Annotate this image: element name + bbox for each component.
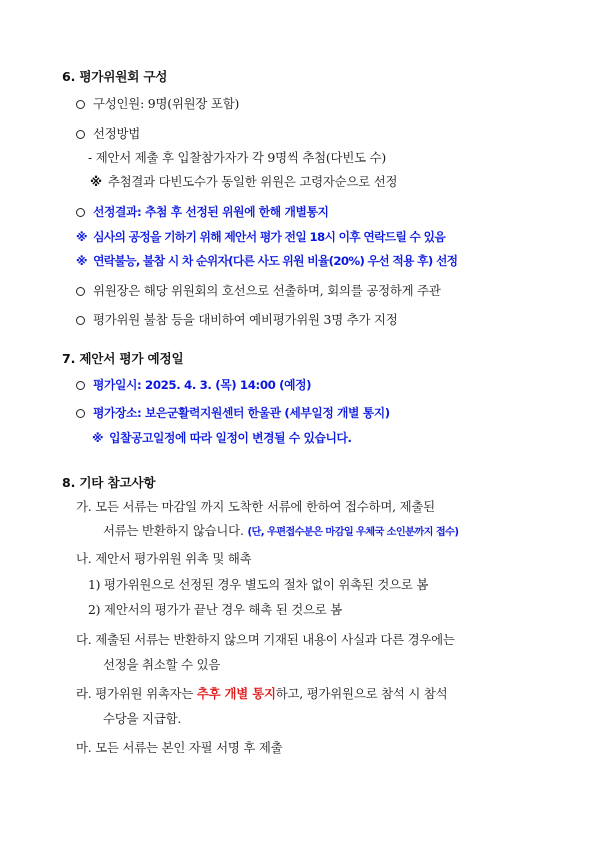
- circle-bullet-icon: [76, 130, 85, 139]
- note-mark-icon: ※: [90, 174, 102, 189]
- method-detail: - 제안서 제출 후 입찰참가자가 각 9명씩 추첨(다빈도 수): [88, 150, 387, 165]
- place-text: 평가장소: 보은군활력지원센터 한울관 (세부일정 개별 통지): [93, 406, 390, 420]
- composition-text: 구성인원: 9명(위원장 포함): [93, 96, 240, 111]
- section-6-title: 6. 평가위원회 구성: [62, 69, 168, 84]
- ga-postal-note: (단, 우편접수분은 마감일 우체국 소인분까지 접수): [247, 527, 459, 538]
- bullet-place: [76, 405, 390, 421]
- note2-text: 연락불능, 불참 시 차 순위자(다른 사도 위원 비율(20%) 우선 적용 후) 선정: [93, 254, 458, 268]
- circle-bullet-icon: [76, 287, 85, 296]
- item-ra-line2: 수당을 지급함.: [103, 711, 182, 726]
- bullet-reserve: [76, 312, 398, 328]
- bullet-datetime: [76, 377, 311, 393]
- method-note: [90, 174, 397, 190]
- circle-bullet-icon: [76, 381, 85, 390]
- section-7-title: 7. 제안서 평가 예정일: [62, 351, 184, 366]
- ra-text-a: 라. 평가위원 위촉자는: [76, 686, 197, 701]
- note-mark-icon: ※: [76, 230, 88, 244]
- schedule-note-text: 입찰공고일정에 따라 일정이 변경될 수 있습니다.: [109, 431, 352, 445]
- circle-bullet-icon: [76, 316, 85, 325]
- item-ga-line2: [103, 523, 458, 541]
- datetime-text: 평가일시: 2025. 4. 3. (목) 14:00 (예정): [93, 378, 312, 392]
- note-mark-icon: ※: [92, 431, 104, 445]
- ra-red-notice: 추후 개별 통지: [196, 686, 276, 701]
- bullet-composition: [76, 96, 239, 112]
- item-na-1: 1) 평가위원으로 선정된 경우 별도의 절차 없이 위촉된 것으로 봄: [88, 577, 429, 592]
- schedule-note: [92, 430, 352, 446]
- section-8-title: 8. 기타 참고사항: [62, 475, 156, 490]
- chair-text: 위원장은 해당 위원회의 호선으로 선출하며, 회의를 공정하게 주관: [93, 283, 441, 298]
- item-ma: 마. 모든 서류는 본인 자필 서명 후 제출: [76, 740, 283, 755]
- bullet-chair: [76, 283, 441, 299]
- reserve-text: 평가위원 불참 등을 대비하여 예비평가위원 3명 추가 지정: [93, 312, 398, 327]
- note1-text: 심사의 공정을 기하기 위해 제안서 평가 전일 18시 이후 연락드릴 수 있음: [93, 230, 446, 244]
- item-da-line2: 선정을 취소할 수 있음: [103, 657, 221, 672]
- item-da-line1: 다. 제출된 서류는 반환하지 않으며 기재된 내용이 사실과 다른 경우에는: [76, 632, 455, 647]
- circle-bullet-icon: [76, 208, 85, 217]
- note-contact-time: [76, 229, 445, 245]
- item-na-2: 2) 제안서의 평가가 끝난 경우 해촉 된 것으로 봄: [88, 602, 343, 617]
- method-title: 선정방법: [93, 126, 141, 141]
- result-text: 선정결과: 추첨 후 선정된 위원에 한해 개별통지: [93, 205, 329, 219]
- circle-bullet-icon: [76, 409, 85, 418]
- bullet-method: [76, 126, 140, 142]
- item-ra-line1: [76, 686, 447, 702]
- circle-bullet-icon: [76, 100, 85, 109]
- note-mark-icon: ※: [76, 254, 88, 268]
- method-note-text: 추첨결과 다빈도수가 동일한 위원은 고령자순으로 선정: [107, 174, 398, 189]
- item-ga-line1: 가. 모든 서류는 마감일 까지 도착한 서류에 한하여 접수하며, 제출된: [76, 499, 435, 514]
- ra-text-b: 하고, 평가위원으로 참석 시 참석: [275, 686, 448, 701]
- ga-line2-text: 서류는 반환하지 않습니다.: [103, 523, 244, 538]
- note-replacement: [76, 253, 457, 269]
- item-na: 나. 제안서 평가위원 위촉 및 해촉: [76, 551, 252, 566]
- bullet-result: [76, 204, 328, 220]
